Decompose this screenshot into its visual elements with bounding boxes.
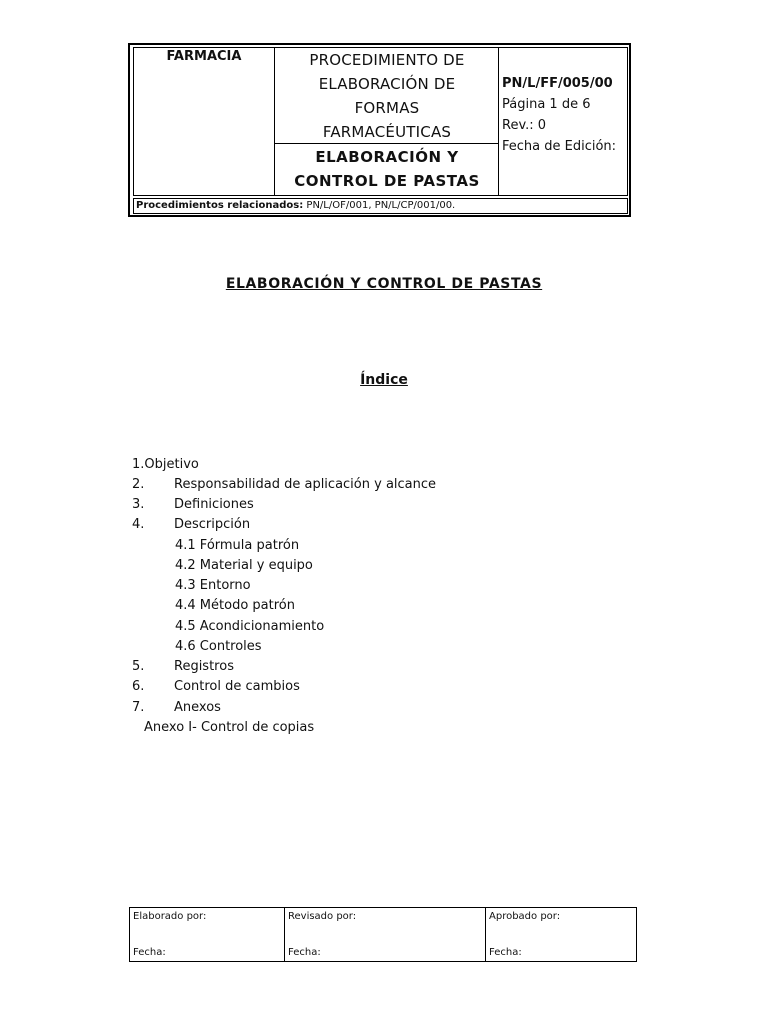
procedure-title-line: ELABORACIÓN DE bbox=[318, 75, 456, 93]
toc-subitem: 4.4 Método patrón bbox=[175, 598, 295, 613]
toc-subitem: 4.2 Material y equipo bbox=[175, 558, 313, 573]
procedure-title-line: PROCEDIMIENTO DE bbox=[309, 51, 465, 69]
toc-item-text: Anexos bbox=[174, 700, 221, 715]
edition-date: Fecha de Edición: bbox=[502, 139, 617, 154]
toc-item-number: 4. bbox=[132, 517, 145, 532]
toc-item-text: Descripción bbox=[174, 517, 251, 532]
procedure-title-line: FARMACÉUTICAS bbox=[322, 123, 452, 141]
procedure-title bbox=[276, 48, 498, 144]
toc-item-number: 6. bbox=[132, 679, 145, 694]
toc-item-text: Responsabilidad de aplicación y alcance bbox=[174, 477, 437, 492]
toc-subitem: 4.5 Acondicionamiento bbox=[175, 619, 325, 634]
toc-item-text: Control de cambios bbox=[174, 679, 300, 694]
approved-date-label: Fecha: bbox=[489, 947, 522, 958]
prepared-by-label: Elaborado por: bbox=[133, 911, 207, 922]
signature-table bbox=[129, 907, 637, 962]
procedure-subtitle-line: CONTROL DE PASTAS bbox=[294, 172, 480, 190]
header-divider-1 bbox=[274, 48, 275, 195]
toc-item-number: 5. bbox=[132, 659, 145, 674]
signature-divider-2 bbox=[485, 908, 486, 961]
toc-item-number: 3. bbox=[132, 497, 145, 512]
document-header bbox=[128, 43, 631, 217]
toc-item-text: Definiciones bbox=[174, 497, 254, 512]
toc-item-text: Registros bbox=[174, 659, 234, 674]
document-title-text: ELABORACIÓN Y CONTROL DE PASTAS bbox=[225, 276, 543, 292]
toc-subitem: 4.1 Fórmula patrón bbox=[175, 538, 300, 553]
page-number: Página 1 de 6 bbox=[502, 97, 591, 112]
revision: Rev.: 0 bbox=[502, 118, 547, 133]
reviewed-date-label: Fecha: bbox=[288, 947, 321, 958]
procedure-title-line: FORMAS bbox=[354, 99, 420, 117]
toc-item: 1.Objetivo bbox=[132, 457, 199, 472]
document-meta bbox=[502, 73, 616, 157]
index-title bbox=[0, 372, 768, 388]
document-code: PN/L/FF/005/00 bbox=[502, 76, 613, 91]
toc-subitem: 4.3 Entorno bbox=[175, 578, 251, 593]
procedure-subtitle bbox=[276, 145, 498, 193]
index-title-text: Índice bbox=[360, 372, 408, 388]
toc-subitem: 4.6 Controles bbox=[175, 639, 262, 654]
procedure-subtitle-line: ELABORACIÓN Y bbox=[315, 148, 459, 166]
toc-annex: Anexo I- Control de copias bbox=[144, 720, 315, 735]
related-procedures-label: Procedimientos relacionados: bbox=[136, 200, 304, 211]
department-label: FARMACIA bbox=[166, 49, 242, 64]
document-title bbox=[0, 276, 768, 292]
prepared-date-label: Fecha: bbox=[133, 947, 166, 958]
toc-item-number: 2. bbox=[132, 477, 145, 492]
signature-divider-1 bbox=[284, 908, 285, 961]
reviewed-by-label: Revisado por: bbox=[288, 911, 357, 922]
header-main-box bbox=[133, 47, 628, 196]
header-divider-2 bbox=[498, 48, 499, 195]
toc-item-number: 7. bbox=[132, 700, 145, 715]
related-procedures-value: PN/L/OF/001, PN/L/CP/001/00. bbox=[303, 200, 456, 211]
related-procedures bbox=[133, 198, 628, 214]
approved-by-label: Aprobado por: bbox=[489, 911, 561, 922]
